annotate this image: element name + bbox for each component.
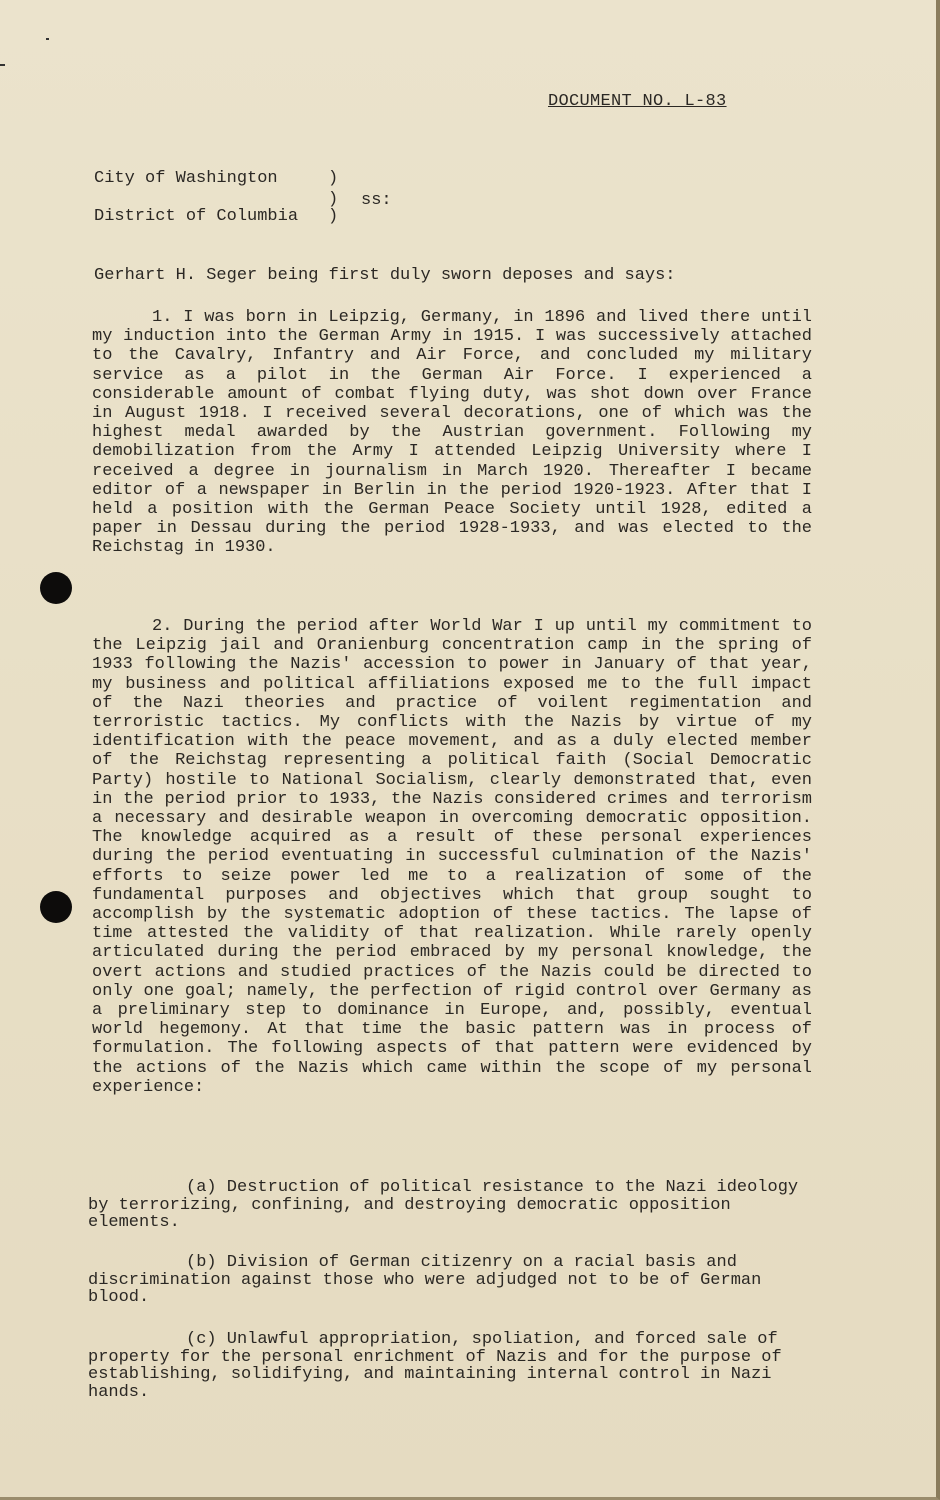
- caption-ss: ss:: [361, 191, 392, 210]
- caption-paren: ): [328, 207, 339, 226]
- paragraph-1: 1. I was born in Leipzig, Germany, in 1896 and lived there until my induction into the German Army in 1915. I was successively attached to the Cavalry, Infantry and Air Force, and concluded my military service as a pilot in the German Air Force. I experienced a considerable amount of combat flying duty, was shot down over France in August 1918. I received several decorations, one of which was the highest medal awarded by the Austrian government. Following my demobilization from the Army I attended Leipzig University where I received a degree in journalism in March 1920. Thereafter I became editor of a newspaper in Berlin in the period 1920-1923. After that I held a position with the German Peace Society until 1928, edited a paper in Dessau during the period 1928-1933, and was elected to the Reichstag in 1930.: [92, 308, 812, 558]
- affiant-intro: Gerhart H. Seger being first duly sworn deposes and says:: [94, 266, 676, 285]
- page-mark: [46, 38, 49, 40]
- document-number: DOCUMENT NO. L-83: [548, 92, 727, 111]
- punch-hole: [40, 891, 72, 923]
- caption-paren: ): [328, 190, 339, 209]
- subparagraph-a: (a) Destruction of political resistance to the Nazi ideology by terrorizing, confining, and destroying democratic opposition elements.: [88, 1178, 799, 1233]
- subparagraph-b: (b) Division of German citizenry on a racial basis and discrimination against those who were adjudged not to be of German blood.: [88, 1253, 762, 1308]
- caption-paren: ): [328, 169, 339, 188]
- caption-city: City of Washington: [94, 169, 278, 188]
- page-mark: [0, 64, 5, 66]
- subparagraph-c: (c) Unlawful appropriation, spoliation, and forced sale of property for the personal enrichment of Nazis and for the purpose of establishing, solidifying, and maintaining internal control in Nazi hands.: [88, 1330, 782, 1402]
- paragraph-2: 2. During the period after World War I up until my commitment to the Leipzig jail and Oranienburg concentration camp in the spring of 1933 following the Nazis' accession to power in January of that year, my business and political affiliations exposed me to the full impact of the Nazi theories and practice of voilent regimentation and terroristic tactics. My conflicts with the Nazis by virtue of my identification with the peace movement, and as a duly elected member of the Reichstag representing a political faith (Social Democratic Party) hostile to National Socialism, clearly demonstrated that, even in the period prior to 1933, the Nazis considered crimes and terrorism a necessary and desirable weapon in overcoming democratic opposition. The knowledge acquired as a result of these personal experiences during the period eventuating in successful culmination of the Nazis' efforts to seize power led me to a realization of some of the fundamental purposes and objectives which that group sought to accomplish by the systematic adoption of these tactics. The lapse of time attested the validity of that realization. While rarely openly articulated during the period embraced by my personal knowledge, the overt actions and studied practices of the Nazis could be directed to only one goal; namely, the perfection of rigid control over Germany as a preliminary step to dominance in Europe, and, possibly, eventual world hegemony. At that time the basic pattern was in process of formulation. The following aspects of that pattern were evidenced by the actions of the Nazis which came within the scope of my personal experience:: [92, 617, 812, 1097]
- caption-district: District of Columbia: [94, 207, 299, 226]
- punch-hole: [40, 572, 72, 604]
